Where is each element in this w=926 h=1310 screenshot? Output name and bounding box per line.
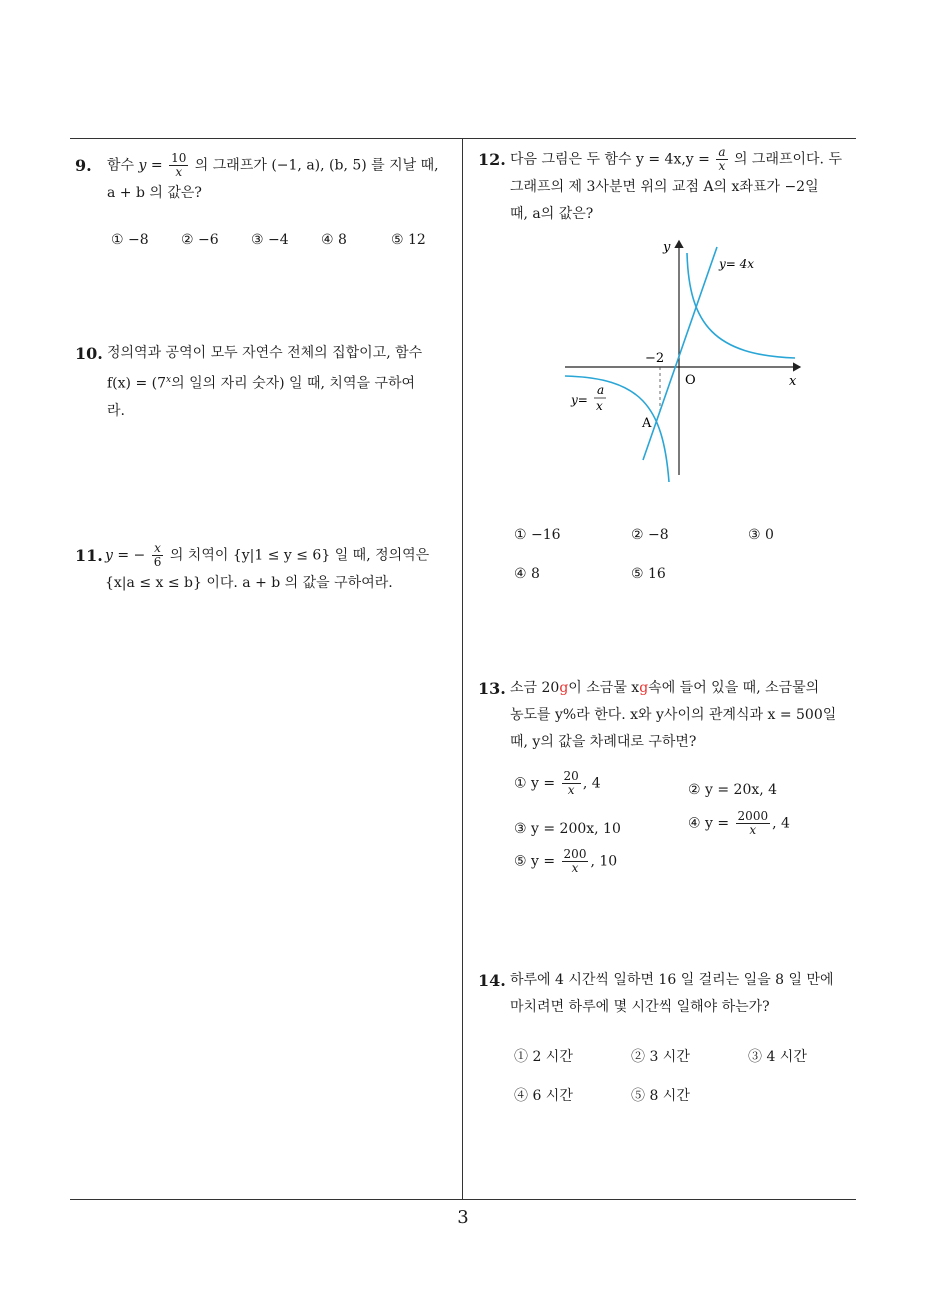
- question-11: [75, 542, 457, 597]
- question-text: 의 일의 자리 숫자) 일 때, 치역을 구하여: [171, 375, 416, 392]
- question-13: [478, 675, 860, 756]
- choice[interactable]: ③ −4: [251, 232, 289, 248]
- choice[interactable]: ④ 6 시간: [514, 1088, 573, 1104]
- question-text: 하루에 4 시간씩 일하면 16 일 걸리는 일을 8 일 만에: [510, 972, 834, 988]
- question-text: 의 그래프가 (−1, a), (b, 5) 를 지날 때,: [194, 157, 439, 174]
- exponent: x: [166, 375, 172, 385]
- bottom-rule: [70, 1199, 856, 1200]
- choice[interactable]: ③ 0: [748, 527, 774, 543]
- function-graph: [555, 235, 815, 490]
- choice[interactable]: ④ y = $\frac{2000}{x}$ , 4: [688, 809, 790, 837]
- question-text: 때, a의 값은?: [510, 205, 594, 222]
- choice[interactable]: ⑤ 12: [391, 232, 426, 248]
- question-text: 농도를 y%라 한다. x와 y사이의 관계식과 x = 500일: [510, 707, 837, 723]
- question-text: 함수: [107, 157, 135, 174]
- question-text: 속에 들어 있을 때, 소금물의: [648, 680, 820, 696]
- fraction: $\frac{x}{6}$: [153, 541, 162, 569]
- question-text: 의 그래프이다. 두: [733, 151, 842, 168]
- origin-label: O: [685, 373, 696, 388]
- question-number: 11.: [75, 546, 103, 565]
- choice[interactable]: ② 3 시간: [631, 1049, 690, 1065]
- question-text: 정의역과 공역이 모두 자연수 전체의 집합이고, 함수: [107, 345, 423, 361]
- question-text: 마치려면 하루에 몇 시간씩 일해야 하는가?: [510, 999, 770, 1015]
- question-number: 10.: [75, 344, 103, 363]
- question-14: [478, 967, 860, 1021]
- choice[interactable]: ⑤ y = $\frac{200}{x}$ , 10: [514, 847, 618, 875]
- choice[interactable]: ② −8: [631, 527, 669, 543]
- hyperbola-label: y=: [571, 393, 588, 407]
- question-number: 13.: [478, 679, 506, 698]
- hyperbola-label-num: a: [597, 383, 605, 397]
- question-text: 소금 20: [510, 680, 560, 696]
- question-text: 라.: [107, 402, 125, 419]
- choice[interactable]: ① −16: [514, 527, 561, 543]
- question-text: 때, y의 값을 차례대로 구하면?: [510, 734, 697, 750]
- fraction: $\frac{a}{x}$: [718, 145, 726, 173]
- question-9: [75, 152, 457, 207]
- question-text: 다음 그림은 두 함수 y = 4x,y =: [510, 151, 710, 168]
- x-axis-label: x: [789, 374, 797, 389]
- choice[interactable]: ④ 8: [514, 566, 540, 582]
- tick-label: −2: [645, 351, 665, 366]
- choice[interactable]: ⑤ 16: [631, 566, 666, 582]
- choice[interactable]: ② y = 20x, 4: [688, 782, 778, 798]
- point-label: A: [642, 416, 652, 431]
- question-12: [478, 146, 860, 228]
- question-text: f(x) = (7: [107, 375, 167, 392]
- question-10: [75, 340, 457, 425]
- equation: y = −: [105, 547, 146, 564]
- question-number: 14.: [478, 971, 506, 990]
- question-text: 그래프의 제 3사분면 위의 교점 A의 x좌표가 −2일: [510, 178, 819, 195]
- page-number: 3: [457, 1207, 469, 1228]
- choice[interactable]: ③ 4 시간: [748, 1049, 807, 1065]
- question-number: 12.: [478, 150, 506, 169]
- question-text: {x|a ≤ x ≤ b} 이다. a + b 의 값을 구하여라.: [105, 574, 393, 591]
- hyperbola-label-den: x: [596, 399, 603, 413]
- question-text: 이 소금물 x: [568, 680, 640, 696]
- choice[interactable]: ③ y = 200x, 10: [514, 821, 621, 837]
- equation: y =: [138, 157, 163, 174]
- question-number: 9.: [75, 156, 92, 175]
- choice[interactable]: ② −6: [181, 232, 219, 248]
- question-text: 의 치역이 {y|1 ≤ y ≤ 6} 일 때, 정의역은: [169, 547, 430, 564]
- column-divider: [462, 138, 463, 1200]
- choice[interactable]: ① −8: [111, 232, 149, 248]
- fraction: $\frac{10}{x}$: [171, 151, 187, 179]
- question-text: a + b 의 값은?: [107, 184, 202, 201]
- unit-highlight: g: [559, 680, 569, 696]
- y-axis-label: y: [663, 240, 671, 255]
- top-rule: [70, 138, 856, 139]
- unit-highlight: g: [639, 680, 649, 696]
- line-label: y= 4x: [719, 257, 755, 271]
- choice[interactable]: ⑤ 8 시간: [631, 1088, 690, 1104]
- choice[interactable]: ④ 8: [321, 232, 347, 248]
- choice[interactable]: ① y = $\frac{20}{x}$ , 4: [514, 769, 601, 797]
- choice[interactable]: ① 2 시간: [514, 1049, 573, 1065]
